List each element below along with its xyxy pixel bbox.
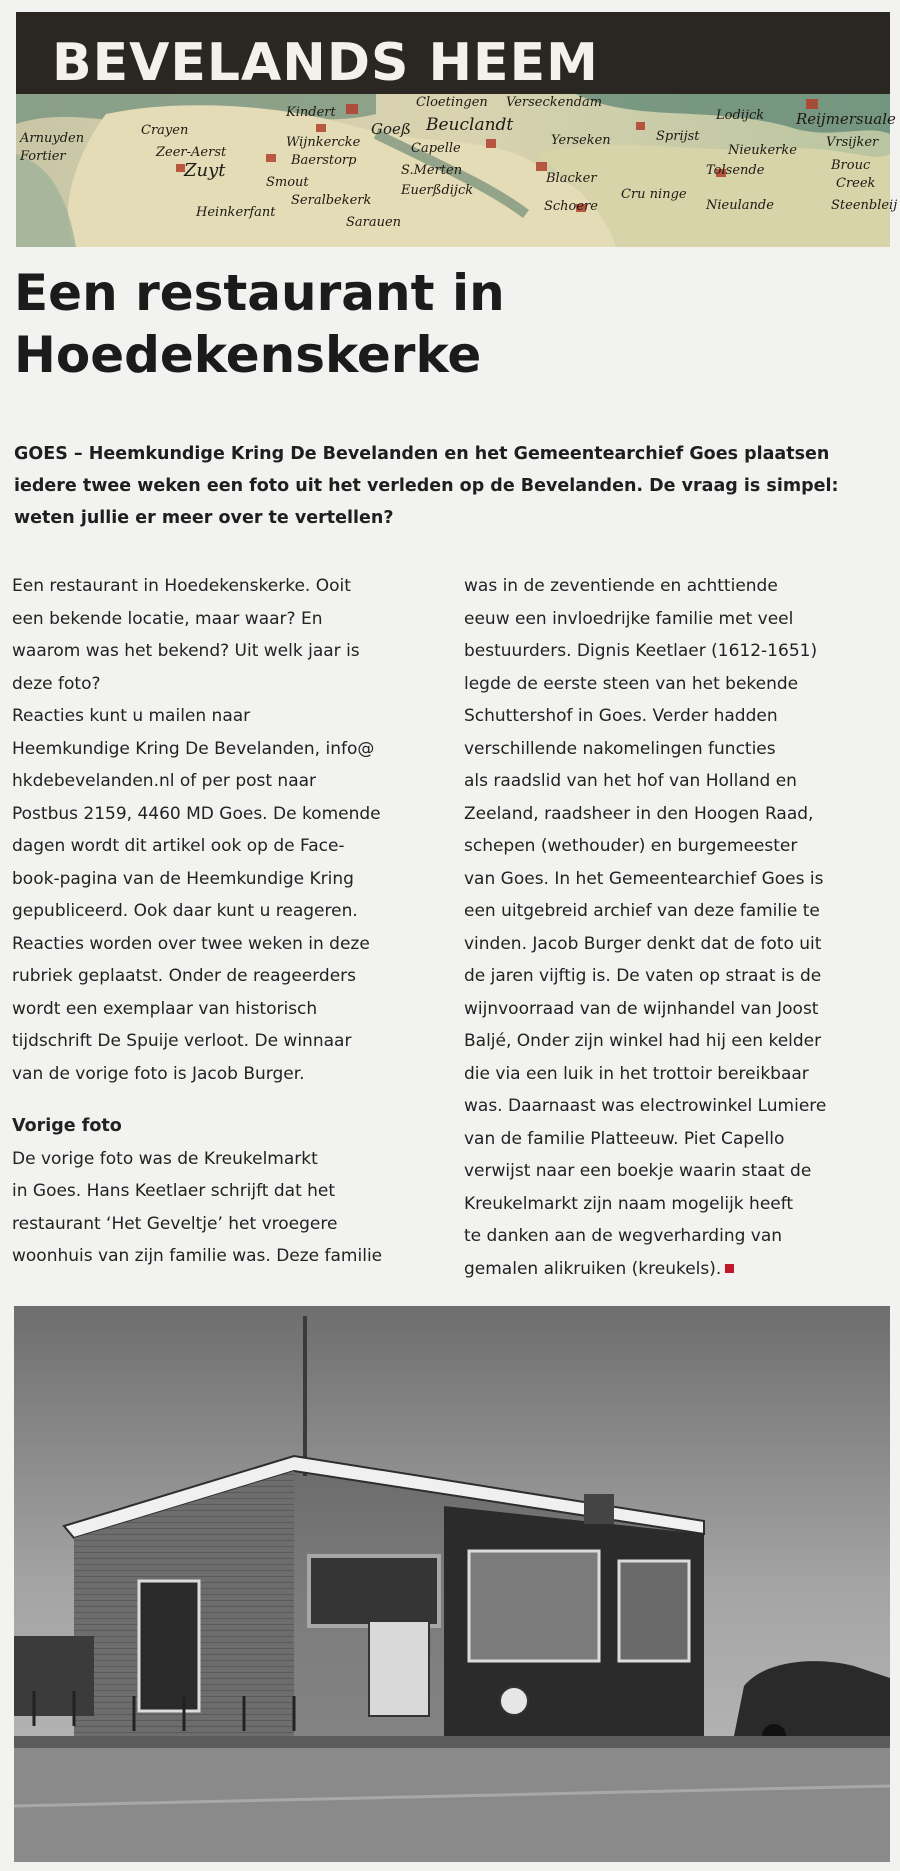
body-column-right [464,570,894,1285]
map-label: Steenbleij [831,198,898,213]
body-text: was in de zeventiende en achttiende eeuw een invloedrijke familie met veel bestuurders. Dignis Keetlaer (1612-1651) legde de eerste steen van het bekende Schuttershof in Goes. Verder hadden verschillende nakomelingen functies als raadslid van het hof van Holland en Zeeland, raadsheer in den Hoogen Raad, schepen (wethouder) en burgemeester van Goes. In het Gemeentearchief Goes is een uitgebreid archief van deze familie te vinden. Jacob Burger denkt dat de foto uit de jaren vijftig is. De vaten op straat is de wijnvoorraad van de wijnhandel van Joost Baljé, Onder zijn winkel had hij een kelder die via een luik in het trottoir bereikbaar was. Daarnaast was electrowinkel Lumiere van de familie Platteeuw. Piet Capello verwijst naar een boekje waarin staat de Kreukelmarkt zijn naam mogelijk heeft te danken aan de wegverharding van gemalen alikruiken (kreukels). [464,576,827,1279]
map-label: Blacker [546,171,597,186]
map-label: Reijmersuale [796,110,896,128]
map-label: Capelle [411,141,461,156]
map-label: Baerstorp [291,153,357,168]
map-label: Zeer-Aerst [156,145,227,160]
map-label: Verseckendam [506,95,603,110]
historic-photo-restaurant [14,1306,890,1862]
map-label: Cru ninge [621,187,687,202]
section-title: BEVELANDS HEEM [52,33,599,93]
headline-line-1: Een restaurant in [14,264,505,322]
map-label: Smout [266,175,309,190]
map-label: Zuyt [184,160,226,181]
map-label: Euerßdijck [401,183,474,198]
body-column-left [12,570,442,1273]
map-label: Vrsijker [826,135,879,150]
map-label: Tolsende [706,163,765,178]
map-label: Lodijck [716,108,765,123]
map-label: Sarauen [346,215,402,230]
photo-illustration [14,1306,890,1862]
map-label: Wijnkercke [286,135,361,150]
map-label: Brouc [831,158,871,173]
map-label: Fortier [20,149,66,164]
map-label: Creek [836,176,876,191]
map-label: Seralbekerk [291,193,372,208]
map-label: Heinkerfant [196,205,276,220]
map-label: Kindert [286,105,336,120]
map-label: Goeß [371,120,411,138]
map-label: Arnuyden [20,131,85,146]
headline-line-2: Hoedekenskerke [14,326,482,384]
map-label: Nieukerke [728,143,797,158]
end-of-article-mark [725,1264,734,1273]
map-label: Beuclandt [426,115,514,135]
body-paragraph: De vorige foto was de Kreukelmarkt in Goes. Hans Keetlaer schrijft dat het restaurant ‘Het Geveltje’ het vroegere woonhuis van zijn familie was. Deze familie [12,1148,383,1266]
article-lead: GOES – Heemkundige Kring De Bevelanden en het Gemeentearchief Goes plaatsen iedere twee weken een foto uit het verleden op de Bevelanden. De vraag is simpel: weten jullie er meer over te vertellen? [14,444,839,528]
article-headline [14,262,874,386]
map-label: Schoere [544,199,598,214]
map-artwork [16,94,898,247]
historic-map-illustration [16,94,898,247]
map-label: Cloetingen [416,95,488,110]
map-label: Sprijst [656,129,700,144]
map-label: Nieulande [706,198,774,213]
body-paragraph: Een restaurant in Hoedekenskerke. Ooit een bekende locatie, maar waar? En waarom was het bekend? Uit welk jaar is deze foto? Reacties kunt u mailen naar Heemkundige Kring De Bevelanden, info@ hkdebevelanden.nl of per post naar Postbus 2159, 4460 MD Goes. De komende dagen wordt dit artikel ook op de Face- book-pagina van de Heemkundige Kring gepubliceerd. Ook daar kunt u reageren. Reacties worden over twee weken in deze rubriek geplaatst. Onder de reageerders wordt een exemplaar van historisch tijdschrift De Spuije verloot. De winnaar van de vorige foto is Jacob Burger. [12,576,381,1084]
body-paragraph [464,570,894,1285]
map-label: S.Merten [401,163,463,178]
map-label: Crayen [141,123,189,138]
map-label: Yerseken [551,133,611,148]
section-banner [16,12,898,247]
subheading-previous-photo: Vorige foto [12,1116,122,1136]
